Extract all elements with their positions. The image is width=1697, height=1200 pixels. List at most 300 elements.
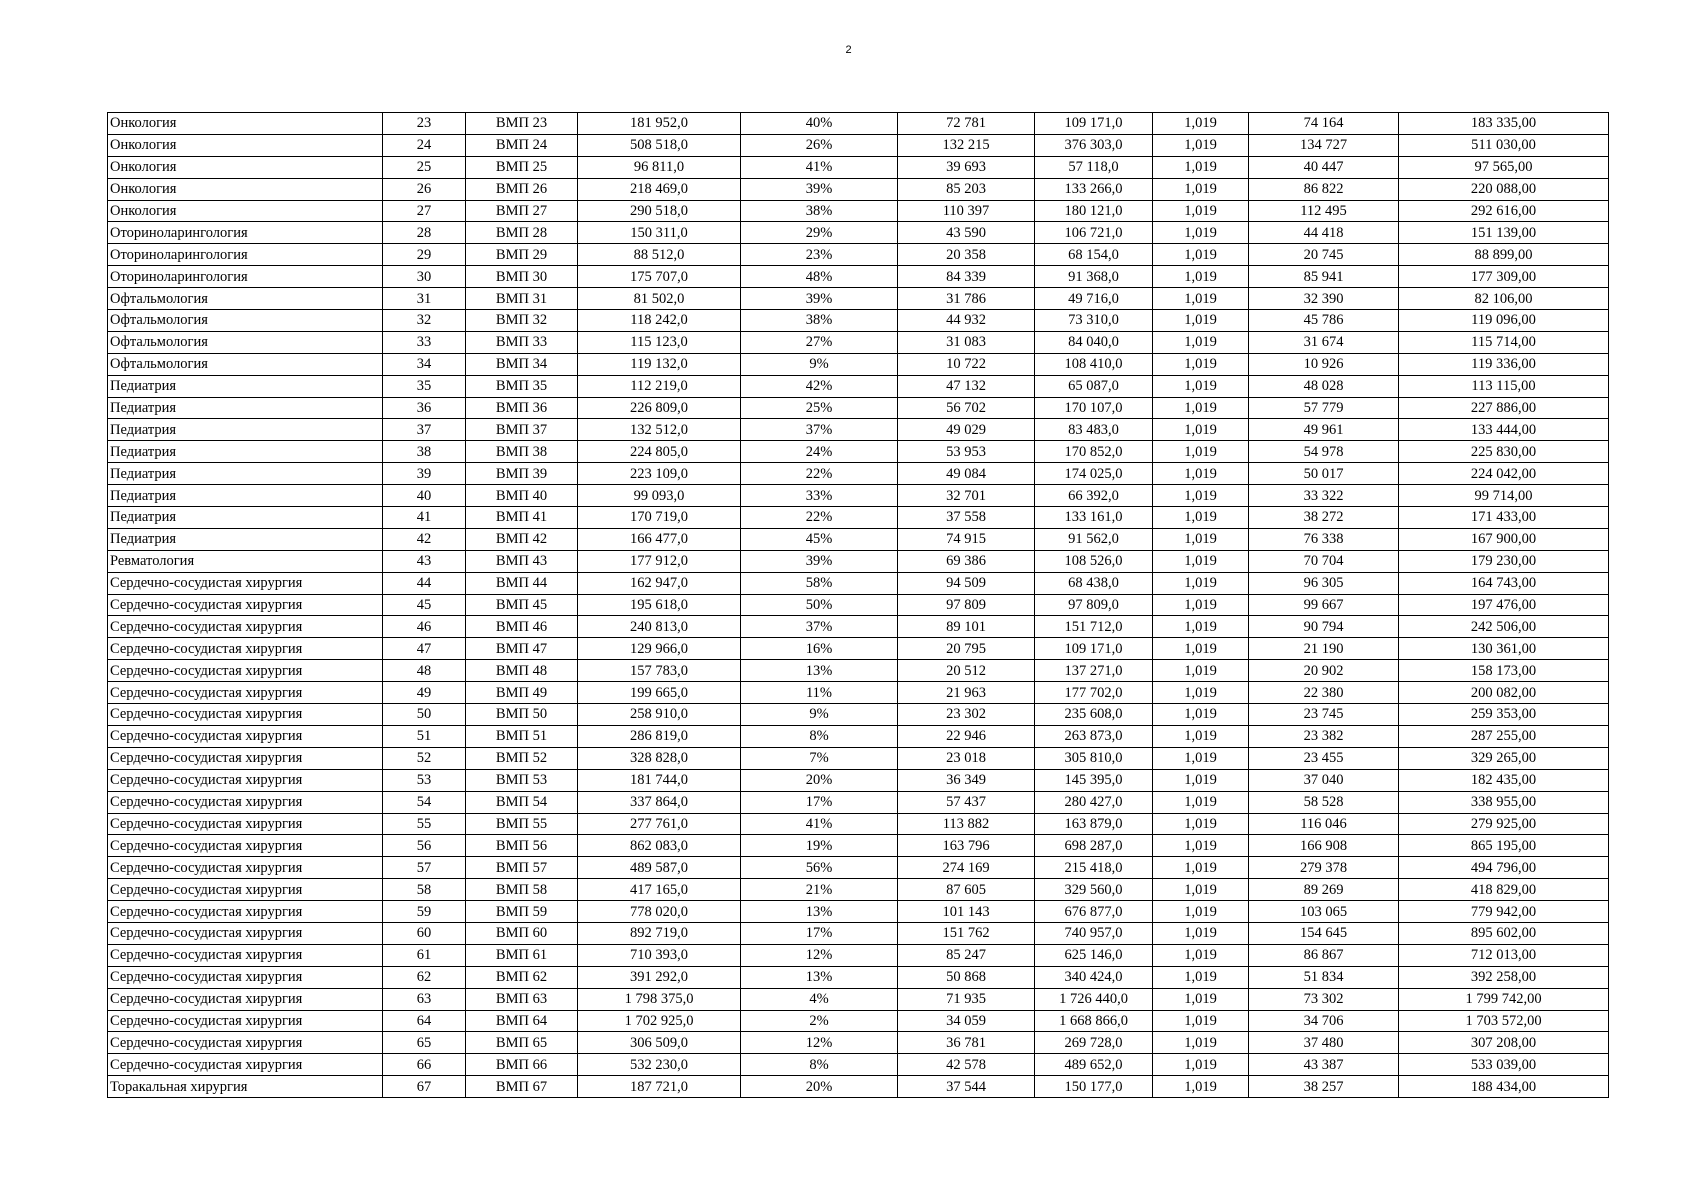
profile-cell: Офтальмология bbox=[108, 353, 383, 375]
coefficient-cell: 1,019 bbox=[1153, 638, 1249, 660]
profile-cell: Сердечно-сосудистая хирургия bbox=[108, 901, 383, 923]
share-percent-cell: 8% bbox=[741, 725, 898, 747]
indexed-share-cell: 37 040 bbox=[1249, 769, 1399, 791]
share-percent-cell: 41% bbox=[741, 813, 898, 835]
share-percent-cell: 23% bbox=[741, 244, 898, 266]
group-code-cell: ВМП 54 bbox=[466, 791, 578, 813]
base-cost-cell: 532 230,0 bbox=[578, 1054, 741, 1076]
table-row bbox=[108, 222, 1609, 244]
coefficient-cell: 1,019 bbox=[1153, 791, 1249, 813]
row-number-cell: 65 bbox=[383, 1032, 466, 1054]
table-row bbox=[108, 113, 1609, 135]
total-cost-cell: 865 195,00 bbox=[1399, 835, 1609, 857]
group-code-cell: ВМП 43 bbox=[466, 550, 578, 572]
share-amount-cell: 87 605 bbox=[898, 879, 1035, 901]
indexed-share-cell: 50 017 bbox=[1249, 463, 1399, 485]
indexed-share-cell: 38 272 bbox=[1249, 507, 1399, 529]
table-row bbox=[108, 507, 1609, 529]
row-number-cell: 57 bbox=[383, 857, 466, 879]
total-cost-cell: 99 714,00 bbox=[1399, 485, 1609, 507]
remainder-cell: 329 560,0 bbox=[1035, 879, 1153, 901]
group-code-cell: ВМП 34 bbox=[466, 353, 578, 375]
share-percent-cell: 48% bbox=[741, 266, 898, 288]
profile-cell: Сердечно-сосудистая хирургия bbox=[108, 966, 383, 988]
indexed-share-cell: 166 908 bbox=[1249, 835, 1399, 857]
group-code-cell: ВМП 62 bbox=[466, 966, 578, 988]
coefficient-cell: 1,019 bbox=[1153, 156, 1249, 178]
row-number-cell: 50 bbox=[383, 704, 466, 726]
table-row bbox=[108, 331, 1609, 353]
table-row bbox=[108, 857, 1609, 879]
coefficient-cell: 1,019 bbox=[1153, 222, 1249, 244]
profile-cell: Сердечно-сосудистая хирургия bbox=[108, 616, 383, 638]
profile-cell: Сердечно-сосудистая хирургия bbox=[108, 660, 383, 682]
indexed-share-cell: 57 779 bbox=[1249, 397, 1399, 419]
row-number-cell: 29 bbox=[383, 244, 466, 266]
group-code-cell: ВМП 63 bbox=[466, 988, 578, 1010]
profile-cell: Сердечно-сосудистая хирургия bbox=[108, 988, 383, 1010]
share-amount-cell: 39 693 bbox=[898, 156, 1035, 178]
remainder-cell: 1 668 866,0 bbox=[1035, 1010, 1153, 1032]
coefficient-cell: 1,019 bbox=[1153, 879, 1249, 901]
row-number-cell: 24 bbox=[383, 134, 466, 156]
remainder-cell: 376 303,0 bbox=[1035, 134, 1153, 156]
table-row bbox=[108, 704, 1609, 726]
profile-cell: Сердечно-сосудистая хирургия bbox=[108, 791, 383, 813]
group-code-cell: ВМП 33 bbox=[466, 331, 578, 353]
base-cost-cell: 119 132,0 bbox=[578, 353, 741, 375]
base-cost-cell: 195 618,0 bbox=[578, 594, 741, 616]
coefficient-cell: 1,019 bbox=[1153, 682, 1249, 704]
share-amount-cell: 89 101 bbox=[898, 616, 1035, 638]
remainder-cell: 698 287,0 bbox=[1035, 835, 1153, 857]
share-percent-cell: 19% bbox=[741, 835, 898, 857]
group-code-cell: ВМП 44 bbox=[466, 572, 578, 594]
indexed-share-cell: 23 455 bbox=[1249, 747, 1399, 769]
row-number-cell: 47 bbox=[383, 638, 466, 660]
coefficient-cell: 1,019 bbox=[1153, 922, 1249, 944]
total-cost-cell: 242 506,00 bbox=[1399, 616, 1609, 638]
indexed-share-cell: 74 164 bbox=[1249, 113, 1399, 135]
total-cost-cell: 164 743,00 bbox=[1399, 572, 1609, 594]
tariff-table bbox=[107, 112, 1609, 1098]
group-code-cell: ВМП 57 bbox=[466, 857, 578, 879]
coefficient-cell: 1,019 bbox=[1153, 550, 1249, 572]
share-percent-cell: 37% bbox=[741, 419, 898, 441]
group-code-cell: ВМП 66 bbox=[466, 1054, 578, 1076]
remainder-cell: 49 716,0 bbox=[1035, 288, 1153, 310]
share-amount-cell: 42 578 bbox=[898, 1054, 1035, 1076]
share-amount-cell: 151 762 bbox=[898, 922, 1035, 944]
base-cost-cell: 1 798 375,0 bbox=[578, 988, 741, 1010]
indexed-share-cell: 23 382 bbox=[1249, 725, 1399, 747]
remainder-cell: 235 608,0 bbox=[1035, 704, 1153, 726]
remainder-cell: 97 809,0 bbox=[1035, 594, 1153, 616]
profile-cell: Оториноларингология bbox=[108, 244, 383, 266]
group-code-cell: ВМП 56 bbox=[466, 835, 578, 857]
profile-cell: Сердечно-сосудистая хирургия bbox=[108, 813, 383, 835]
share-percent-cell: 12% bbox=[741, 944, 898, 966]
coefficient-cell: 1,019 bbox=[1153, 331, 1249, 353]
table-row bbox=[108, 747, 1609, 769]
row-number-cell: 36 bbox=[383, 397, 466, 419]
row-number-cell: 28 bbox=[383, 222, 466, 244]
indexed-share-cell: 23 745 bbox=[1249, 704, 1399, 726]
group-code-cell: ВМП 59 bbox=[466, 901, 578, 923]
row-number-cell: 67 bbox=[383, 1076, 466, 1098]
profile-cell: Педиатрия bbox=[108, 485, 383, 507]
share-percent-cell: 12% bbox=[741, 1032, 898, 1054]
total-cost-cell: 171 433,00 bbox=[1399, 507, 1609, 529]
group-code-cell: ВМП 23 bbox=[466, 113, 578, 135]
profile-cell: Офтальмология bbox=[108, 288, 383, 310]
indexed-share-cell: 32 390 bbox=[1249, 288, 1399, 310]
group-code-cell: ВМП 36 bbox=[466, 397, 578, 419]
total-cost-cell: 158 173,00 bbox=[1399, 660, 1609, 682]
total-cost-cell: 130 361,00 bbox=[1399, 638, 1609, 660]
share-percent-cell: 4% bbox=[741, 988, 898, 1010]
base-cost-cell: 181 744,0 bbox=[578, 769, 741, 791]
coefficient-cell: 1,019 bbox=[1153, 288, 1249, 310]
profile-cell: Педиатрия bbox=[108, 419, 383, 441]
remainder-cell: 740 957,0 bbox=[1035, 922, 1153, 944]
remainder-cell: 106 721,0 bbox=[1035, 222, 1153, 244]
profile-cell: Сердечно-сосудистая хирургия bbox=[108, 594, 383, 616]
share-amount-cell: 101 143 bbox=[898, 901, 1035, 923]
indexed-share-cell: 99 667 bbox=[1249, 594, 1399, 616]
profile-cell: Офтальмология bbox=[108, 310, 383, 332]
table-row bbox=[108, 310, 1609, 332]
profile-cell: Сердечно-сосудистая хирургия bbox=[108, 704, 383, 726]
profile-cell: Сердечно-сосудистая хирургия bbox=[108, 835, 383, 857]
profile-cell: Сердечно-сосудистая хирургия bbox=[108, 1054, 383, 1076]
indexed-share-cell: 58 528 bbox=[1249, 791, 1399, 813]
total-cost-cell: 167 900,00 bbox=[1399, 528, 1609, 550]
table-body bbox=[108, 113, 1609, 1098]
share-amount-cell: 85 203 bbox=[898, 178, 1035, 200]
indexed-share-cell: 90 794 bbox=[1249, 616, 1399, 638]
coefficient-cell: 1,019 bbox=[1153, 1054, 1249, 1076]
share-percent-cell: 27% bbox=[741, 331, 898, 353]
remainder-cell: 676 877,0 bbox=[1035, 901, 1153, 923]
remainder-cell: 215 418,0 bbox=[1035, 857, 1153, 879]
group-code-cell: ВМП 30 bbox=[466, 266, 578, 288]
share-percent-cell: 17% bbox=[741, 922, 898, 944]
share-amount-cell: 34 059 bbox=[898, 1010, 1035, 1032]
group-code-cell: ВМП 52 bbox=[466, 747, 578, 769]
share-amount-cell: 44 932 bbox=[898, 310, 1035, 332]
total-cost-cell: 259 353,00 bbox=[1399, 704, 1609, 726]
table-row bbox=[108, 638, 1609, 660]
indexed-share-cell: 43 387 bbox=[1249, 1054, 1399, 1076]
profile-cell: Сердечно-сосудистая хирургия bbox=[108, 572, 383, 594]
indexed-share-cell: 10 926 bbox=[1249, 353, 1399, 375]
base-cost-cell: 508 518,0 bbox=[578, 134, 741, 156]
profile-cell: Сердечно-сосудистая хирургия bbox=[108, 638, 383, 660]
total-cost-cell: 225 830,00 bbox=[1399, 441, 1609, 463]
share-percent-cell: 13% bbox=[741, 901, 898, 923]
row-number-cell: 37 bbox=[383, 419, 466, 441]
coefficient-cell: 1,019 bbox=[1153, 463, 1249, 485]
share-amount-cell: 71 935 bbox=[898, 988, 1035, 1010]
share-percent-cell: 50% bbox=[741, 594, 898, 616]
row-number-cell: 61 bbox=[383, 944, 466, 966]
share-percent-cell: 7% bbox=[741, 747, 898, 769]
share-amount-cell: 20 358 bbox=[898, 244, 1035, 266]
remainder-cell: 151 712,0 bbox=[1035, 616, 1153, 638]
remainder-cell: 109 171,0 bbox=[1035, 113, 1153, 135]
base-cost-cell: 892 719,0 bbox=[578, 922, 741, 944]
page-number: 2 bbox=[845, 44, 852, 56]
table-row bbox=[108, 682, 1609, 704]
coefficient-cell: 1,019 bbox=[1153, 310, 1249, 332]
group-code-cell: ВМП 46 bbox=[466, 616, 578, 638]
indexed-share-cell: 44 418 bbox=[1249, 222, 1399, 244]
base-cost-cell: 166 477,0 bbox=[578, 528, 741, 550]
share-percent-cell: 16% bbox=[741, 638, 898, 660]
share-percent-cell: 29% bbox=[741, 222, 898, 244]
share-amount-cell: 74 915 bbox=[898, 528, 1035, 550]
total-cost-cell: 200 082,00 bbox=[1399, 682, 1609, 704]
group-code-cell: ВМП 37 bbox=[466, 419, 578, 441]
remainder-cell: 66 392,0 bbox=[1035, 485, 1153, 507]
table-row bbox=[108, 397, 1609, 419]
base-cost-cell: 187 721,0 bbox=[578, 1076, 741, 1098]
remainder-cell: 269 728,0 bbox=[1035, 1032, 1153, 1054]
share-percent-cell: 40% bbox=[741, 113, 898, 135]
share-percent-cell: 9% bbox=[741, 353, 898, 375]
share-amount-cell: 50 868 bbox=[898, 966, 1035, 988]
share-amount-cell: 23 302 bbox=[898, 704, 1035, 726]
share-amount-cell: 22 946 bbox=[898, 725, 1035, 747]
group-code-cell: ВМП 39 bbox=[466, 463, 578, 485]
total-cost-cell: 179 230,00 bbox=[1399, 550, 1609, 572]
base-cost-cell: 417 165,0 bbox=[578, 879, 741, 901]
remainder-cell: 108 526,0 bbox=[1035, 550, 1153, 572]
total-cost-cell: 533 039,00 bbox=[1399, 1054, 1609, 1076]
table-row bbox=[108, 375, 1609, 397]
group-code-cell: ВМП 50 bbox=[466, 704, 578, 726]
total-cost-cell: 113 115,00 bbox=[1399, 375, 1609, 397]
share-percent-cell: 42% bbox=[741, 375, 898, 397]
base-cost-cell: 177 912,0 bbox=[578, 550, 741, 572]
table-row bbox=[108, 134, 1609, 156]
group-code-cell: ВМП 67 bbox=[466, 1076, 578, 1098]
share-percent-cell: 22% bbox=[741, 463, 898, 485]
indexed-share-cell: 103 065 bbox=[1249, 901, 1399, 923]
row-number-cell: 44 bbox=[383, 572, 466, 594]
indexed-share-cell: 85 941 bbox=[1249, 266, 1399, 288]
base-cost-cell: 112 219,0 bbox=[578, 375, 741, 397]
row-number-cell: 46 bbox=[383, 616, 466, 638]
base-cost-cell: 170 719,0 bbox=[578, 507, 741, 529]
share-amount-cell: 21 963 bbox=[898, 682, 1035, 704]
share-percent-cell: 41% bbox=[741, 156, 898, 178]
total-cost-cell: 197 476,00 bbox=[1399, 594, 1609, 616]
total-cost-cell: 494 796,00 bbox=[1399, 857, 1609, 879]
indexed-share-cell: 40 447 bbox=[1249, 156, 1399, 178]
group-code-cell: ВМП 31 bbox=[466, 288, 578, 310]
table-row bbox=[108, 572, 1609, 594]
share-amount-cell: 274 169 bbox=[898, 857, 1035, 879]
base-cost-cell: 328 828,0 bbox=[578, 747, 741, 769]
row-number-cell: 45 bbox=[383, 594, 466, 616]
share-amount-cell: 49 084 bbox=[898, 463, 1035, 485]
indexed-share-cell: 38 257 bbox=[1249, 1076, 1399, 1098]
indexed-share-cell: 22 380 bbox=[1249, 682, 1399, 704]
indexed-share-cell: 45 786 bbox=[1249, 310, 1399, 332]
row-number-cell: 51 bbox=[383, 725, 466, 747]
share-percent-cell: 39% bbox=[741, 288, 898, 310]
row-number-cell: 32 bbox=[383, 310, 466, 332]
coefficient-cell: 1,019 bbox=[1153, 485, 1249, 507]
indexed-share-cell: 116 046 bbox=[1249, 813, 1399, 835]
base-cost-cell: 115 123,0 bbox=[578, 331, 741, 353]
row-number-cell: 59 bbox=[383, 901, 466, 923]
base-cost-cell: 286 819,0 bbox=[578, 725, 741, 747]
total-cost-cell: 182 435,00 bbox=[1399, 769, 1609, 791]
indexed-share-cell: 33 322 bbox=[1249, 485, 1399, 507]
profile-cell: Сердечно-сосудистая хирургия bbox=[108, 725, 383, 747]
indexed-share-cell: 70 704 bbox=[1249, 550, 1399, 572]
profile-cell: Сердечно-сосудистая хирургия bbox=[108, 944, 383, 966]
share-percent-cell: 39% bbox=[741, 550, 898, 572]
share-amount-cell: 163 796 bbox=[898, 835, 1035, 857]
remainder-cell: 340 424,0 bbox=[1035, 966, 1153, 988]
profile-cell: Онкология bbox=[108, 134, 383, 156]
profile-cell: Ревматология bbox=[108, 550, 383, 572]
share-percent-cell: 38% bbox=[741, 310, 898, 332]
row-number-cell: 25 bbox=[383, 156, 466, 178]
profile-cell: Офтальмология bbox=[108, 331, 383, 353]
remainder-cell: 83 483,0 bbox=[1035, 419, 1153, 441]
share-amount-cell: 37 544 bbox=[898, 1076, 1035, 1098]
profile-cell: Сердечно-сосудистая хирургия bbox=[108, 1032, 383, 1054]
remainder-cell: 174 025,0 bbox=[1035, 463, 1153, 485]
total-cost-cell: 779 942,00 bbox=[1399, 901, 1609, 923]
remainder-cell: 180 121,0 bbox=[1035, 200, 1153, 222]
remainder-cell: 489 652,0 bbox=[1035, 1054, 1153, 1076]
base-cost-cell: 96 811,0 bbox=[578, 156, 741, 178]
table-row bbox=[108, 156, 1609, 178]
remainder-cell: 68 154,0 bbox=[1035, 244, 1153, 266]
base-cost-cell: 181 952,0 bbox=[578, 113, 741, 135]
row-number-cell: 52 bbox=[383, 747, 466, 769]
indexed-share-cell: 279 378 bbox=[1249, 857, 1399, 879]
profile-cell: Педиатрия bbox=[108, 528, 383, 550]
indexed-share-cell: 51 834 bbox=[1249, 966, 1399, 988]
share-amount-cell: 20 512 bbox=[898, 660, 1035, 682]
row-number-cell: 27 bbox=[383, 200, 466, 222]
row-number-cell: 53 bbox=[383, 769, 466, 791]
share-amount-cell: 57 437 bbox=[898, 791, 1035, 813]
indexed-share-cell: 96 305 bbox=[1249, 572, 1399, 594]
total-cost-cell: 338 955,00 bbox=[1399, 791, 1609, 813]
share-percent-cell: 26% bbox=[741, 134, 898, 156]
share-percent-cell: 2% bbox=[741, 1010, 898, 1032]
coefficient-cell: 1,019 bbox=[1153, 113, 1249, 135]
coefficient-cell: 1,019 bbox=[1153, 725, 1249, 747]
indexed-share-cell: 112 495 bbox=[1249, 200, 1399, 222]
total-cost-cell: 287 255,00 bbox=[1399, 725, 1609, 747]
share-percent-cell: 20% bbox=[741, 1076, 898, 1098]
group-code-cell: ВМП 61 bbox=[466, 944, 578, 966]
profile-cell: Онкология bbox=[108, 200, 383, 222]
group-code-cell: ВМП 64 bbox=[466, 1010, 578, 1032]
share-percent-cell: 58% bbox=[741, 572, 898, 594]
group-code-cell: ВМП 45 bbox=[466, 594, 578, 616]
base-cost-cell: 226 809,0 bbox=[578, 397, 741, 419]
indexed-share-cell: 20 745 bbox=[1249, 244, 1399, 266]
group-code-cell: ВМП 27 bbox=[466, 200, 578, 222]
share-amount-cell: 94 509 bbox=[898, 572, 1035, 594]
share-amount-cell: 43 590 bbox=[898, 222, 1035, 244]
group-code-cell: ВМП 65 bbox=[466, 1032, 578, 1054]
profile-cell: Онкология bbox=[108, 178, 383, 200]
share-amount-cell: 97 809 bbox=[898, 594, 1035, 616]
coefficient-cell: 1,019 bbox=[1153, 835, 1249, 857]
table-row bbox=[108, 419, 1609, 441]
row-number-cell: 34 bbox=[383, 353, 466, 375]
group-code-cell: ВМП 26 bbox=[466, 178, 578, 200]
total-cost-cell: 292 616,00 bbox=[1399, 200, 1609, 222]
total-cost-cell: 119 096,00 bbox=[1399, 310, 1609, 332]
table-row bbox=[108, 835, 1609, 857]
group-code-cell: ВМП 55 bbox=[466, 813, 578, 835]
total-cost-cell: 224 042,00 bbox=[1399, 463, 1609, 485]
share-amount-cell: 69 386 bbox=[898, 550, 1035, 572]
coefficient-cell: 1,019 bbox=[1153, 901, 1249, 923]
share-amount-cell: 110 397 bbox=[898, 200, 1035, 222]
profile-cell: Оториноларингология bbox=[108, 266, 383, 288]
share-amount-cell: 31 083 bbox=[898, 331, 1035, 353]
coefficient-cell: 1,019 bbox=[1153, 244, 1249, 266]
row-number-cell: 54 bbox=[383, 791, 466, 813]
share-percent-cell: 21% bbox=[741, 879, 898, 901]
total-cost-cell: 895 602,00 bbox=[1399, 922, 1609, 944]
base-cost-cell: 337 864,0 bbox=[578, 791, 741, 813]
total-cost-cell: 151 139,00 bbox=[1399, 222, 1609, 244]
coefficient-cell: 1,019 bbox=[1153, 660, 1249, 682]
indexed-share-cell: 54 978 bbox=[1249, 441, 1399, 463]
row-number-cell: 48 bbox=[383, 660, 466, 682]
profile-cell: Оториноларингология bbox=[108, 222, 383, 244]
row-number-cell: 56 bbox=[383, 835, 466, 857]
profile-cell: Педиатрия bbox=[108, 375, 383, 397]
indexed-share-cell: 89 269 bbox=[1249, 879, 1399, 901]
row-number-cell: 63 bbox=[383, 988, 466, 1010]
row-number-cell: 55 bbox=[383, 813, 466, 835]
table-row bbox=[108, 1032, 1609, 1054]
row-number-cell: 58 bbox=[383, 879, 466, 901]
indexed-share-cell: 31 674 bbox=[1249, 331, 1399, 353]
coefficient-cell: 1,019 bbox=[1153, 507, 1249, 529]
share-percent-cell: 13% bbox=[741, 966, 898, 988]
base-cost-cell: 240 813,0 bbox=[578, 616, 741, 638]
base-cost-cell: 862 083,0 bbox=[578, 835, 741, 857]
remainder-cell: 133 266,0 bbox=[1035, 178, 1153, 200]
share-amount-cell: 10 722 bbox=[898, 353, 1035, 375]
table-row bbox=[108, 178, 1609, 200]
group-code-cell: ВМП 24 bbox=[466, 134, 578, 156]
row-number-cell: 31 bbox=[383, 288, 466, 310]
coefficient-cell: 1,019 bbox=[1153, 1010, 1249, 1032]
coefficient-cell: 1,019 bbox=[1153, 353, 1249, 375]
total-cost-cell: 418 829,00 bbox=[1399, 879, 1609, 901]
table-row bbox=[108, 879, 1609, 901]
total-cost-cell: 1 799 742,00 bbox=[1399, 988, 1609, 1010]
group-code-cell: ВМП 28 bbox=[466, 222, 578, 244]
